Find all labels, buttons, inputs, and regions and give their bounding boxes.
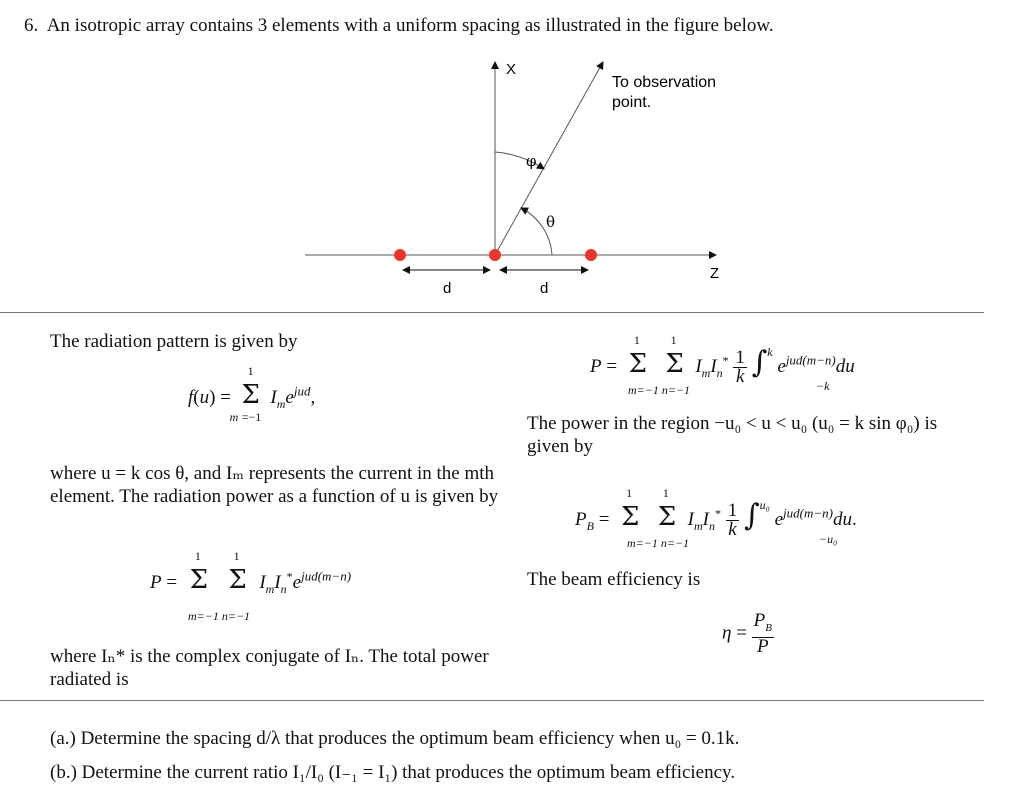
conjugate-text: where Iₙ* is the complex conjugate of Iₙ. The total power radiated is	[50, 646, 489, 690]
z-axis-label: Z	[710, 265, 720, 282]
problem-text: An isotropic array contains 3 elements with a uniform spacing as illustrated in the figure below.	[46, 15, 774, 36]
radiation-pattern-intro: The radiation pattern is given by	[50, 331, 298, 352]
top-rule	[0, 312, 984, 313]
question-b: (b.) Determine the current ratio I₁/I₀ (I₋₁ = I₁) that produces the optimum beam efficiency.	[50, 762, 736, 783]
question-a: (a.) Determine the spacing d/λ that produces the optimum beam efficiency when u₀ = 0.1k.	[50, 728, 740, 749]
eq-total-power: P = 1 Σ 1 Σ $I_mI_n^*$ $\frac{1}{k}$ ∫$^k$ $e^{jud(m-n)}du$ m=−1 n=−1 −k	[590, 333, 855, 397]
power-region-text: The power in the region −u₀ < u < u₀ (u₀ = k sin φ₀) is given by	[527, 413, 938, 457]
eq-beam-power: $P_B$ = 1 Σ 1 Σ $I_mI_n^*$ $\frac{1}{k}$ ∫$^{u_0}$ $e^{jud(m-n)}du$. m=−1 n=−1 −u₀	[575, 486, 857, 550]
spacing-right-label: d	[540, 280, 549, 297]
eq-beam-efficiency: η = $\frac{P_B}{P}$	[722, 610, 772, 657]
array-element-left	[394, 249, 406, 261]
where-u-text: where u = k cos θ, and Iₘ represents the current in the mth element. The radiation power as a function of u is given by	[50, 463, 499, 507]
phi-arc	[495, 152, 544, 169]
x-axis-label: X	[506, 61, 517, 78]
phi-label: φ	[526, 152, 537, 170]
observation-label-line2: point.	[612, 94, 652, 111]
array-element-right	[585, 249, 597, 261]
bottom-rule	[0, 700, 984, 701]
array-figure	[0, 50, 1024, 300]
beam-efficiency-text: The beam efficiency is	[527, 569, 701, 590]
spacing-left-label: d	[443, 280, 452, 297]
eq-power-function: P = 1 Σ 1 Σ $I_mI_n^*e^{jud(m-n)}$ m=−1 n=−1	[150, 549, 352, 623]
observation-label-line1: To observation	[612, 74, 717, 91]
theta-label: θ	[546, 213, 556, 231]
eq-radiation-pattern: f(u) = 1 Σ m =−1 $I_me^{jud}$,	[188, 364, 316, 424]
problem-statement	[24, 14, 1004, 37]
array-element-center	[489, 249, 501, 261]
problem-number: 6.	[24, 15, 39, 36]
